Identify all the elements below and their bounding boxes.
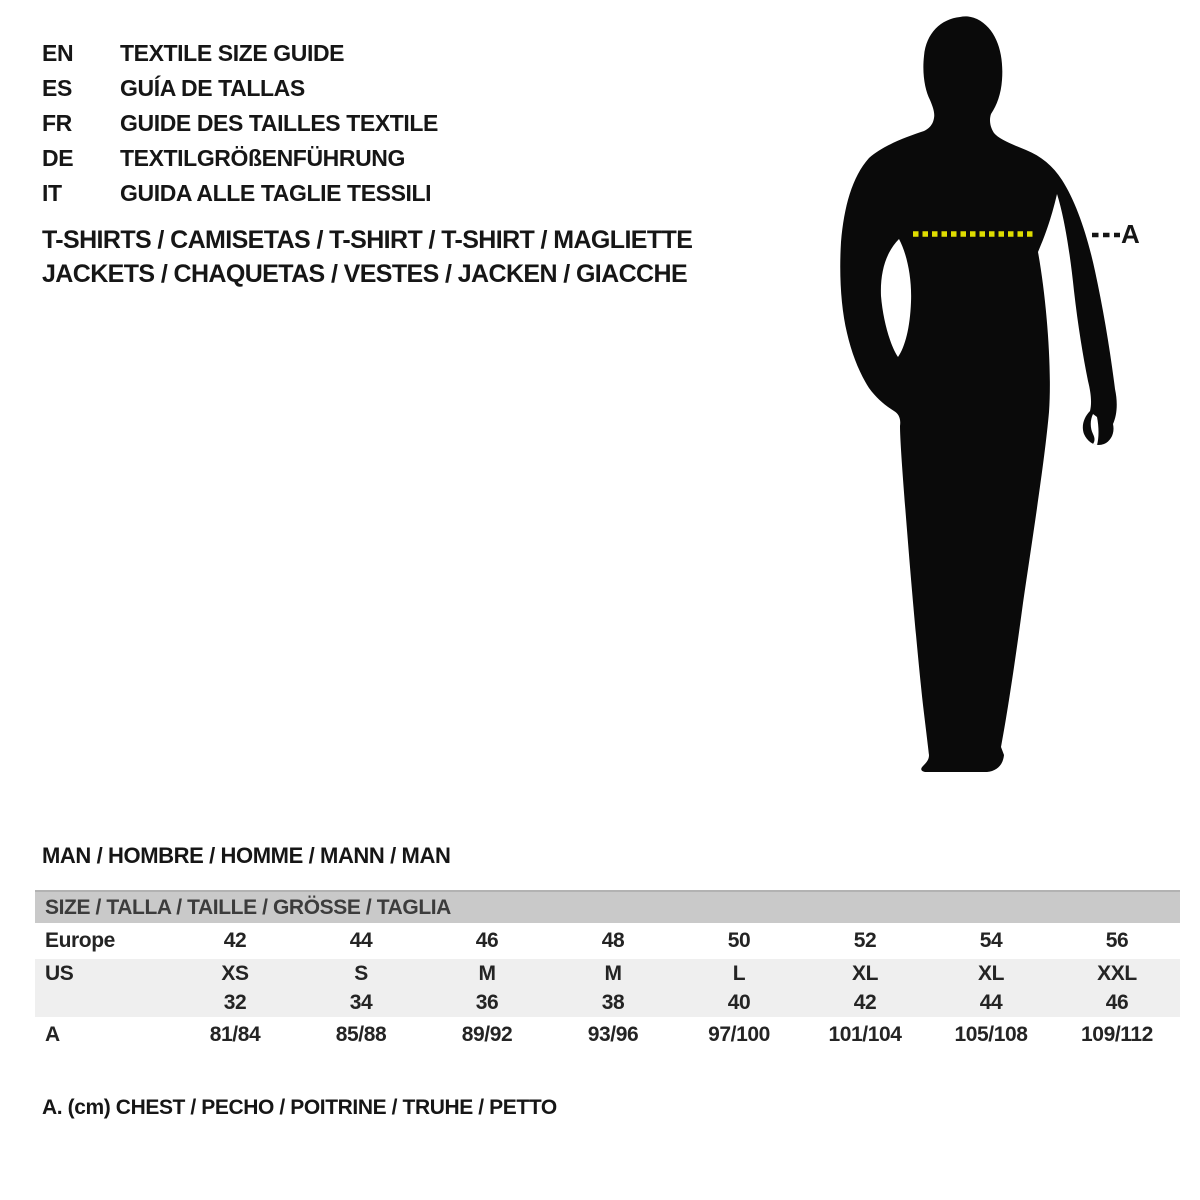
table-cell: M (478, 962, 496, 985)
language-title: GUIDE DES TAILLES TEXTILE (120, 110, 438, 136)
table-cell: L (732, 962, 746, 985)
table-cell: 97/100 (708, 1023, 770, 1046)
table-cell: XXL (1097, 962, 1137, 985)
table-cell: S (354, 962, 368, 985)
table-cell: 46 (1105, 991, 1129, 1014)
language-code: EN (42, 40, 74, 66)
size-table-header: SIZE / TALLA / TAILLE / GRÖSSE / TAGLIA (35, 890, 1180, 923)
arm-torso-gap (881, 239, 911, 357)
table-cell: 105/108 (954, 1023, 1028, 1046)
language-row (42, 141, 438, 176)
language-code: DE (42, 145, 74, 171)
table-row (35, 959, 1180, 989)
category-list (42, 223, 692, 291)
category-line: T-SHIRTS / CAMISETAS / T-SHIRT / T-SHIRT / MAGLIETTE (42, 225, 693, 254)
table-row (35, 1017, 1180, 1053)
table-cell: XL (851, 962, 879, 985)
language-title: GUÍA DE TALLAS (120, 75, 305, 101)
language-row (42, 176, 438, 211)
table-cell: 44 (349, 929, 373, 952)
language-code: ES (42, 75, 72, 101)
table-cell: 48 (601, 929, 625, 952)
hand-notch (1091, 414, 1099, 445)
table-cell: 109/112 (1081, 1023, 1153, 1046)
table-cell: 34 (349, 991, 373, 1014)
language-row (42, 106, 438, 141)
table-cell: 101/104 (828, 1023, 902, 1046)
row-label: Europe (45, 929, 115, 952)
table-cell: 85/88 (335, 1023, 387, 1046)
row-label: US (45, 962, 74, 985)
table-cell: 32 (223, 991, 247, 1014)
measurement-footnote: A. (cm) CHEST / PECHO / POITRINE / TRUHE / PETTO (42, 1096, 557, 1119)
table-cell: 93/96 (587, 1023, 639, 1046)
table-cell: 50 (727, 929, 751, 952)
table-cell: 89/92 (461, 1023, 513, 1046)
table-cell: 54 (979, 929, 1003, 952)
table-cell: 42 (223, 929, 247, 952)
language-row (42, 71, 438, 106)
man-silhouette-body (840, 16, 1116, 772)
table-cell: M (604, 962, 622, 985)
table-cell: 81/84 (209, 1023, 261, 1046)
category-line: JACKETS / CHAQUETAS / VESTES / JACKEN / GIACCHE (42, 259, 688, 288)
row-label: A (45, 1023, 60, 1046)
language-code: IT (42, 180, 62, 206)
language-title: TEXTILE SIZE GUIDE (120, 40, 345, 66)
table-cell: 36 (475, 991, 499, 1014)
language-code: FR (42, 110, 72, 136)
table-cell: 52 (853, 929, 877, 952)
table-cell: 38 (601, 991, 625, 1014)
table-row (35, 989, 1180, 1017)
table-cell: 40 (727, 991, 751, 1014)
language-list (42, 36, 438, 211)
language-row (42, 36, 438, 71)
language-title: TEXTILGRÖßENFÜHRUNG (120, 145, 405, 171)
table-cell: 46 (475, 929, 499, 952)
size-table (35, 890, 1180, 1053)
measure-label-a: A (1121, 219, 1140, 249)
language-title: GUIDA ALLE TAGLIE TESSILI (120, 180, 432, 206)
table-cell: 56 (1105, 929, 1129, 952)
table-row (35, 923, 1180, 959)
table-cell: 44 (979, 991, 1003, 1014)
table-cell: 42 (853, 991, 877, 1014)
table-cell: XL (977, 962, 1005, 985)
table-cell: XS (221, 962, 249, 985)
size-table-rows (35, 923, 1180, 1053)
section-heading: MAN / HOMBRE / HOMME / MANN / MAN (42, 843, 451, 868)
